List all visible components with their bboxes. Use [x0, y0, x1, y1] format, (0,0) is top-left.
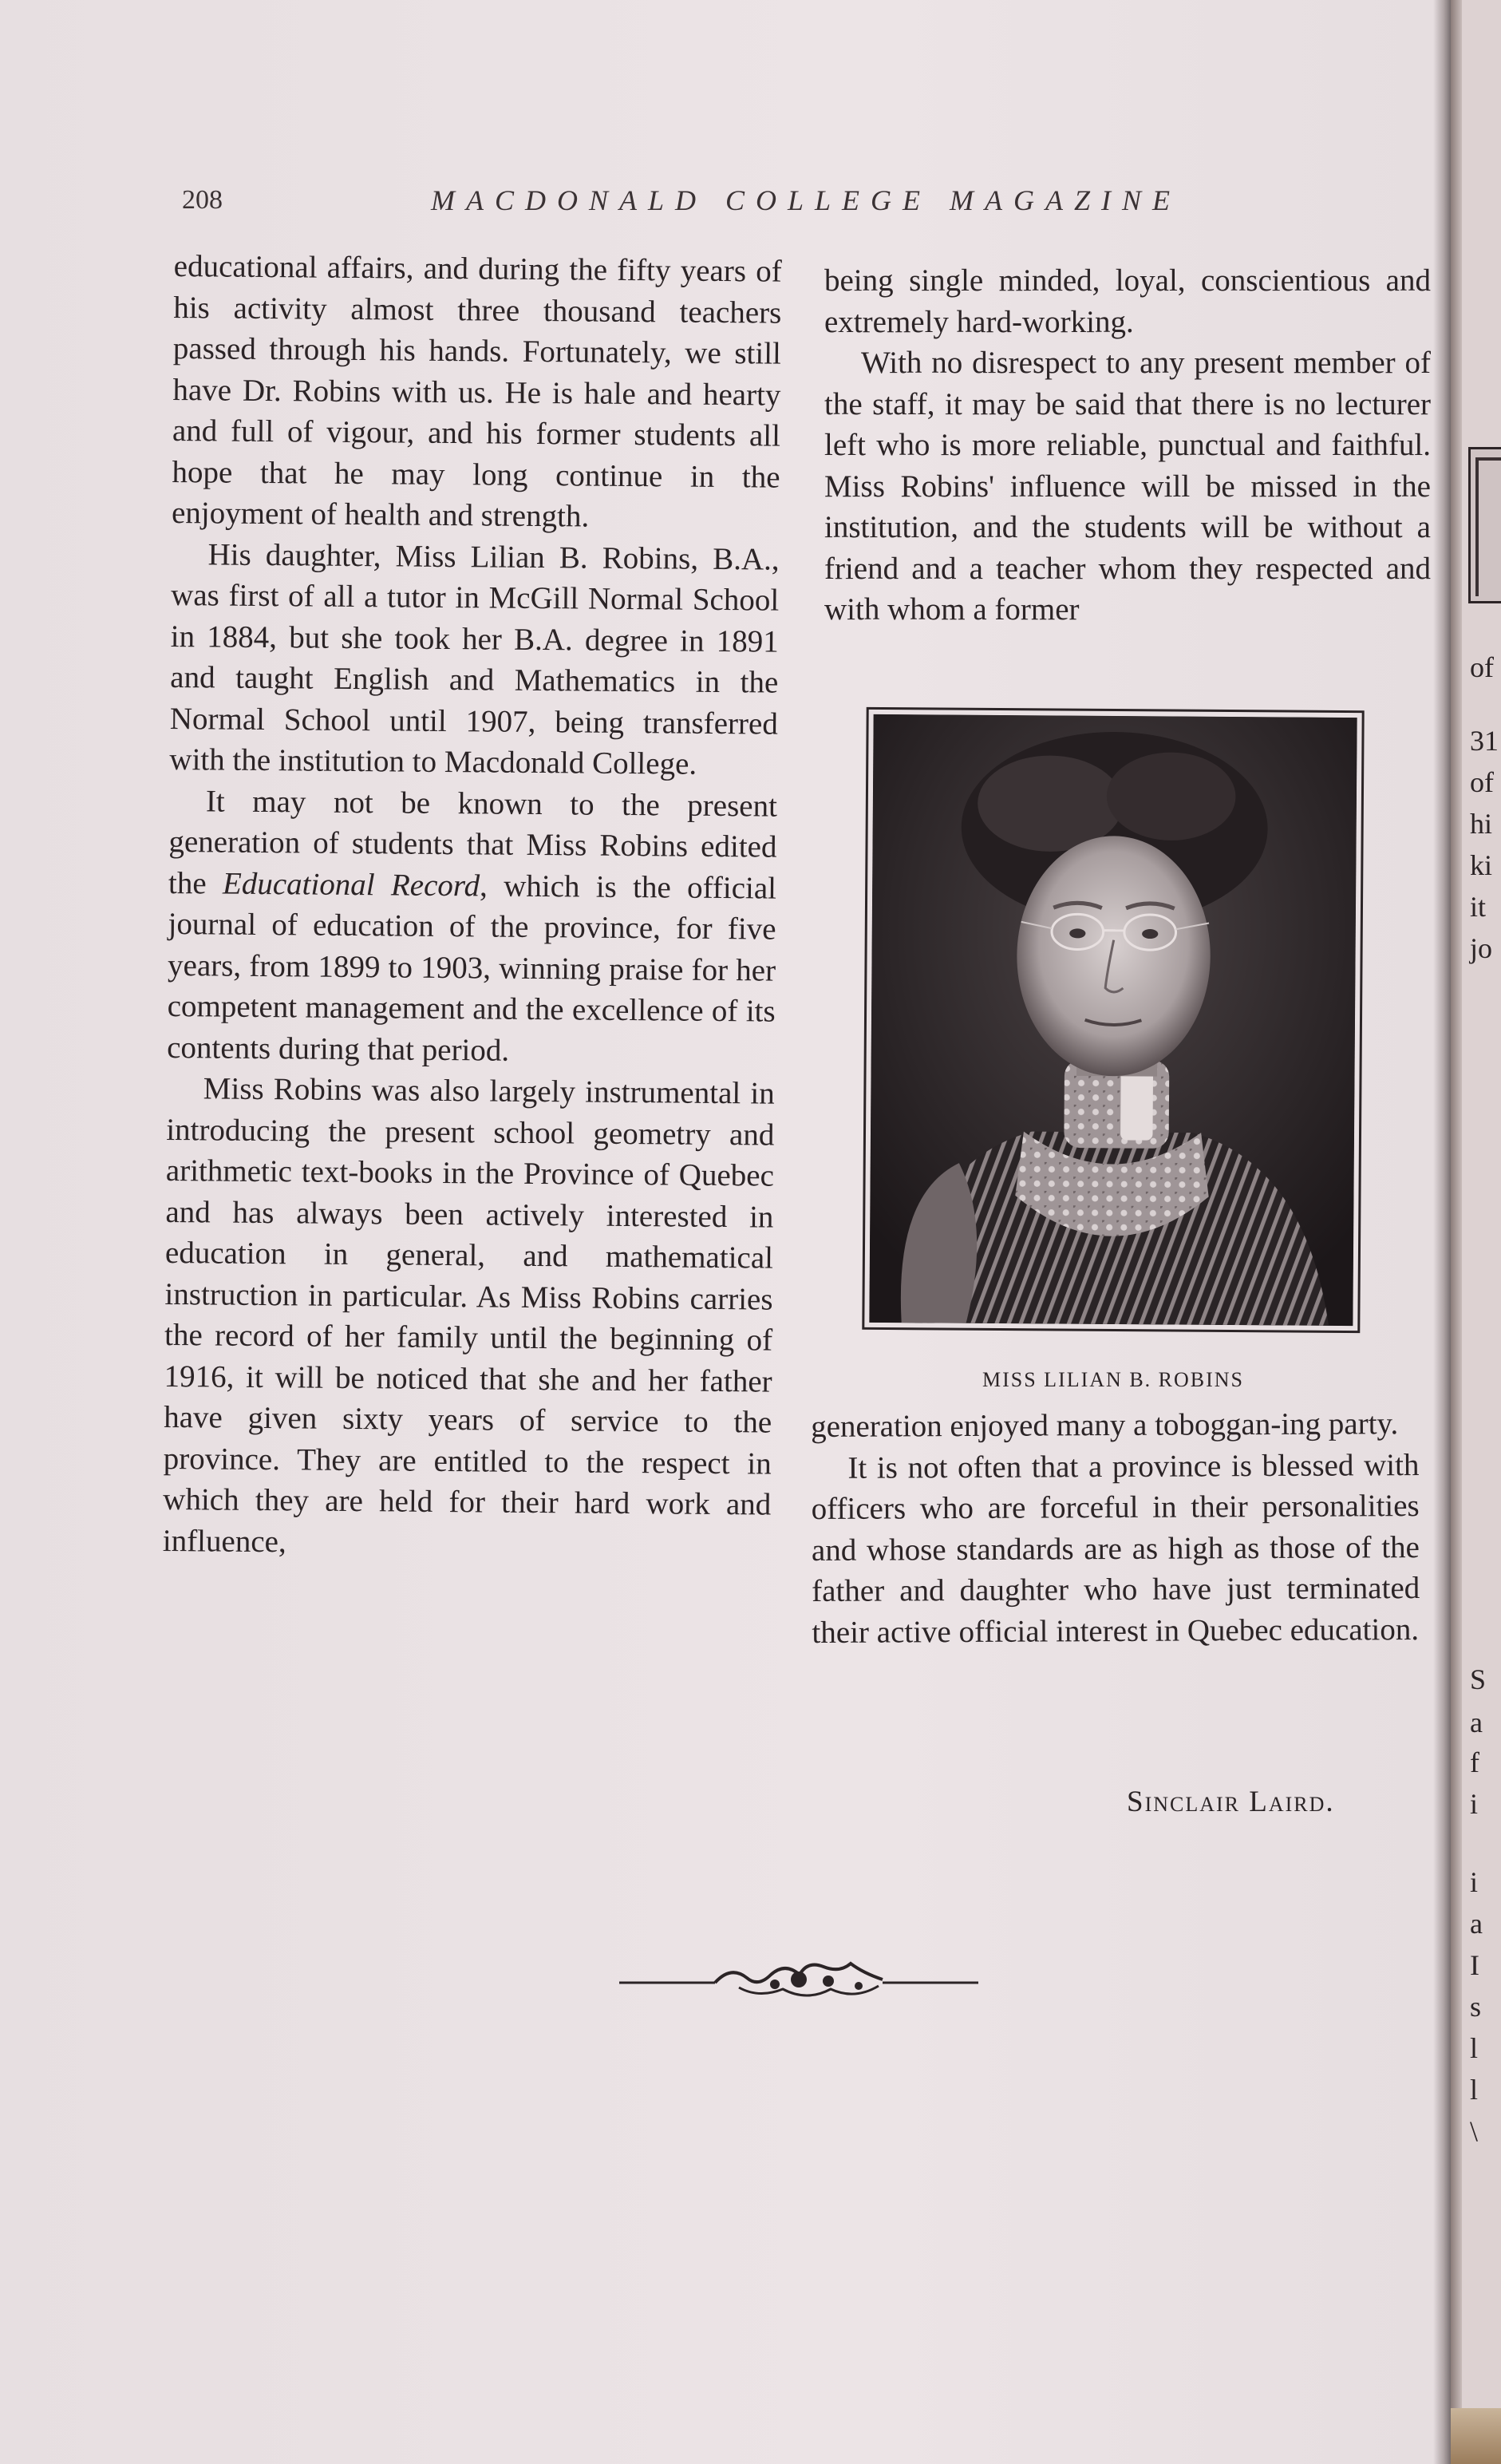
adjacent-text-fragment: f: [1470, 1746, 1479, 1778]
adjacent-text-fragment: it: [1470, 891, 1487, 923]
adjacent-text-fragment: a: [1470, 1908, 1483, 1940]
adjacent-text-fragment: I: [1470, 1949, 1479, 1981]
portrait-photo: [869, 714, 1357, 1326]
adjacent-text-fragment: a: [1470, 1707, 1483, 1738]
adjacent-text-fragment: of: [1470, 766, 1494, 798]
adjacent-text-fragment: hi: [1470, 808, 1493, 840]
paragraph: being single minded, loyal, conscientious and extremely hard-working.: [824, 263, 1431, 339]
running-head: MACDONALD COLLEGE MAGAZINE: [431, 184, 1182, 216]
page-gutter: [1451, 0, 1462, 2464]
adjacent-text-fragment: s: [1470, 1991, 1482, 2023]
author-signature: Sinclair Laird.: [1127, 1786, 1335, 1818]
page-header: [182, 185, 1427, 225]
paragraph-text: It may not be known to the present generation of students that Miss Robins edited the: [168, 783, 778, 901]
adjacent-text-fragment: l: [1470, 2032, 1479, 2064]
paragraph: educational affairs, and during the fifty years of his activity almost three thousand teachers passed through his hands. Fortunately, we still have Dr. Robins with us. He is hale and hearty and full of vigour, and his former students all hope that he may long continue in the enjoyment of health and strength.: [171, 248, 782, 534]
paragraph: It is not often that a province is blessed with officers who are forceful in their personalities and whose standards are as high as those of the father and daughter who have just terminated their active official interest in Quebec education.: [811, 1447, 1420, 1650]
right-column-bottom: [811, 1403, 1420, 1653]
page-bottom-edge: [1451, 2408, 1501, 2464]
portrait-figure: [862, 707, 1364, 1333]
paragraph-text: , which is the official journal of education of the province, for five years, from 1899 to 1903, winning praise for her competent management and the excellence of its contents during that period.: [167, 868, 777, 1068]
left-column: [163, 246, 782, 1567]
page-edge-shadow: [1433, 0, 1451, 2464]
adjacent-text-fragment: of: [1470, 651, 1494, 683]
paragraph: [167, 780, 777, 1073]
ornament-divider: [619, 1957, 978, 2005]
adjacent-text-fragment: l: [1470, 2074, 1479, 2106]
paragraph: Miss Robins was also largely instrumental in introducing the present school geometry and arithmetic text-books in the Province of Quebec and has always been actively interested in education in general, and mathematical instruction in particular. As Miss Robins carries the record of her family until the beginning of 1916, it will be noticed that she and her father have given sixty years of service to the province. They are entitled to the respect in which they are held for their hard work and influence,: [162, 1071, 775, 1559]
adjacent-text-fragment: jo: [1470, 932, 1493, 964]
figure-caption: MISS LILIAN B. ROBINS: [982, 1368, 1245, 1391]
decorative-initial-fragment: [1468, 447, 1501, 603]
journal-title: Educational Record: [222, 866, 480, 903]
adjacent-text-fragment: S: [1470, 1663, 1487, 1695]
paragraph: generation enjoyed many a toboggan-ing party.: [811, 1406, 1399, 1444]
paragraph: His daughter, Miss Lilian B. Robins, B.A., was first of all a tutor in McGill Normal School in 1884, but she took her B.A. degree in 1891 and taught English and Mathematics in the Normal School until 1907, being transferred with the institution to Macdonald College.: [169, 536, 780, 781]
portrait-image: [869, 714, 1357, 1326]
adjacent-text-fragment: i: [1470, 1866, 1479, 1898]
paragraph: With no disrespect to any present member of the staff, it may be said that there is no lecturer left who is more reliable, punctual and faithful. Miss Robins' influence will be missed in the institution, and the students will be without a friend and a teacher whom they respected and with whom a former: [824, 346, 1431, 627]
adjacent-text-fragment: i: [1470, 1788, 1479, 1820]
adjacent-text-fragment: \: [1470, 2115, 1479, 2147]
adjacent-text-fragment: ki: [1470, 849, 1493, 881]
adjacent-text-fragment: 31: [1470, 725, 1499, 757]
right-column-top: [824, 260, 1431, 631]
page-number: 208: [182, 185, 223, 215]
